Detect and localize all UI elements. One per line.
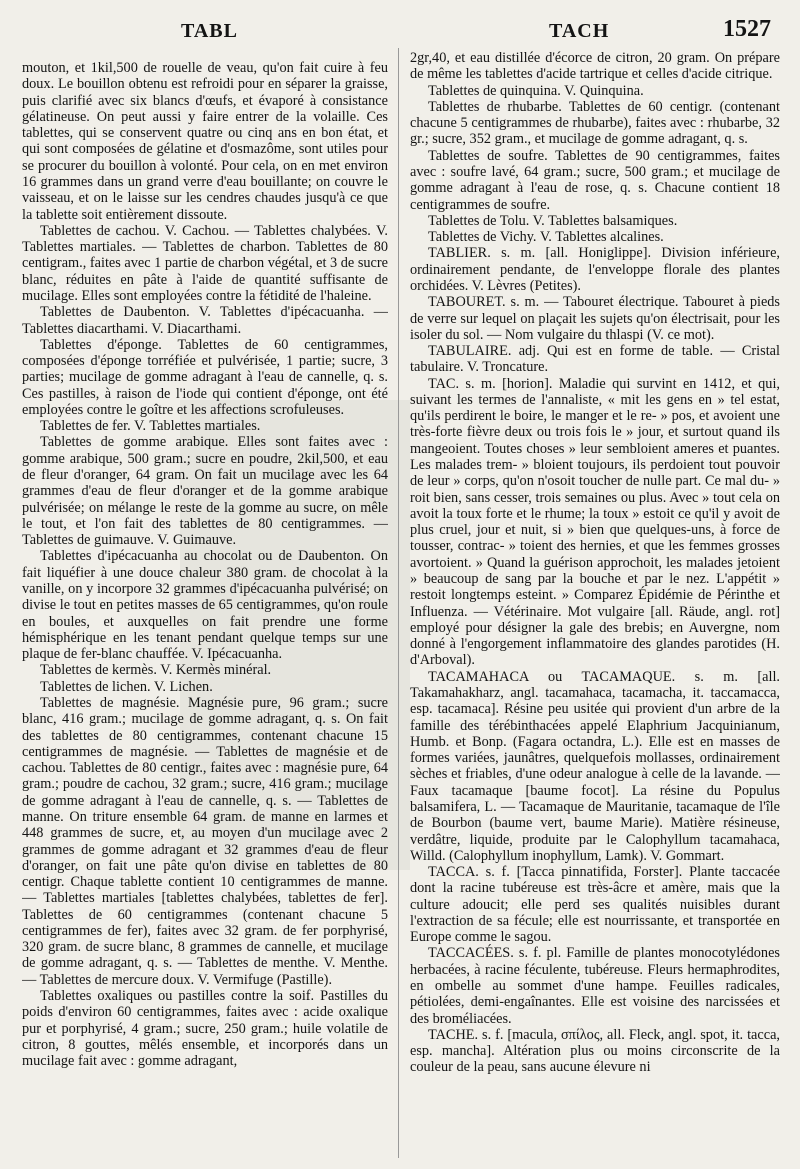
- entry-paragraph: 2gr,40, et eau distillée d'écorce de citron, 20 gram. On prépare de même les tablettes d'acide tartrique et celles d'acide citrique.: [410, 50, 780, 83]
- entry-paragraph: Tablettes de cachou. V. Cachou. — Tablettes chalybées. V. Tablettes martiales. — Tablettes de charbon. Tablettes de 80 centigram., faites avec 1 partie de charbon végétal, et 3 de sucre blanc, réduites en pâte à l'aide de quantité suffisante de mucilage. Elles sont employées contre la fétidité de l'haleine.: [22, 222, 388, 304]
- entry-paragraph: Tablettes de rhubarbe. Tablettes de 60 centigr. (contenant chacune 5 centigrammes de rhubarbe), faites avec : rhubarbe, 32 gr.; sucre, 352 gram., et mucilage de gomme adragant, q. s.: [410, 98, 780, 148]
- running-head-left: TABL: [181, 20, 238, 42]
- entry-paragraph: Tablettes de soufre. Tablettes de 90 centigrammes, faites avec : soufre lavé, 64 gram.; sucre, 500 gram.; et mucilage de gomme adragant à l'eau de rose, q. s. Chacune contient 18 centigrammes de soufre.: [410, 147, 780, 213]
- entry-paragraph: Tablettes de magnésie. Magnésie pure, 96 gram.; sucre blanc, 416 gram.; mucilage de gomme adragant, q. s. On fait des tablettes de 80 centigrammes, contenant chacune 15 centigrammes de magnésie. — Tablettes de magnésie et de cachou. Tablettes de 80 centigr., faites avec : magnésie pure, 64 gram.; poudre de cachou, 32 gram.; sucre, 416 gram.; mucilage de gomme adragant à l'eau de cannelle, q. s. — Tablettes de manne. On triture ensemble 64 gram. de manne en larmes et 448 grammes de sucre, et, au moyen d'un mucilage avec 2 grammes de gomme adragant et 32 grammes d'eau de fleur d'oranger, on fait une pâte qu'on divise en tablettes de 80 centigr. Chaque tablette contient 10 centigrammes de manne. — Tablettes martiales [tablettes chalybées, tablettes de fer]. Tablettes de 60 centigrammes (contenant chacune 5 centigrammes de fer), faites avec 32 gram. de fer porphyrisé, 320 gram. de sucre blanc, 8 grammes de cannelle, et mucilage de gomme adragant, q. s. — Tablettes de menthe. V. Menthe. — Tablettes de mercure doux. V. Vermifuge (Pastille).: [22, 694, 388, 988]
- running-head-right: TACH: [549, 20, 610, 42]
- entry-paragraph: Tablettes de gomme arabique. Elles sont faites avec : gomme arabique, 500 gram.; sucre en poudre, 2kil,500, et eau de fleur d'oranger, 64 gram. On fait un mucilage avec les 64 grammes d'eau de fleur d'oranger et de la gomme arabique pulvérisée; on mélange le reste de la gomme au sucre, on mêle le tout, et l'on fait des tablettes de 80 centigrammes. — Tablettes de guimauve. V. Guimauve.: [22, 434, 388, 549]
- entry-paragraph: Tablettes d'ipécacuanha au chocolat ou de Daubenton. On fait liquéfier à une douce chaleur 380 gram. de chocolat à la vanille, on y incorpore 32 grammes d'ipécacuanha pulvérisé; on divise le tout en petites masses de 65 centigrammes, qu'on roule en boules, et auxquelles on fait prendre une forme hémisphérique en les tenant pendant quelque temps sur une plaque de fer-blanc chauffée. V. Ipécacuanha.: [22, 548, 388, 663]
- entry-tabulaire: TABULAIRE. adj. Qui est en forme de table. — Cristal tabulaire. V. Troncature.: [410, 343, 780, 376]
- page-number: 1527: [723, 16, 771, 42]
- entry-tac: TAC. s. m. [horion]. Maladie qui survint en 1412, et qui, suivant les termes de l'annaliste, « mit les gens en » tel estat, qu'ils perdirent le boire, le manger et le re- » pos, et avoient une très-forte fièvre deux ou trois fois le » jour, et surtout quand ils mangeoient. Toutes choses » leur sembloient ameres et puantes. Les malades trem- » bloient toujours, ils perdoient tout pouvoir de leur » corps, qu'on n'osoit toucher de nulle part. Ce mal du- » roit bien, sans cesser, trois semaines ou plus. Avec » tout cela on avoit la toux forte et le rhume; la toux » estoit ce qu'il y avoit de plus cruel, jour et nuit, si » bien que quelques-uns, à force de tousser, contrac- » toient des hernies, et que les femmes grosses avortoient. » Quand la guérison approchoit, les malades jetoient » beaucoup de sang par la bouche et par le nez. L'appétit » restoit longtemps esteint. » Comparez Épidémie de Périnthe et Influenza. — Vétérinaire. Mot vulgaire [all. Räude, angl. rot] employé pour désigner la gale des brebis; en Auvergne, nom donné à l'engorgement inflammatoire des glandes parotides (H. d'Arboval).: [410, 375, 780, 669]
- entry-paragraph: Tablettes de Daubenton. V. Tablettes d'ipécacuanha. — Tablettes diacarthami. V. Diacarthami.: [22, 304, 388, 337]
- entry-paragraph: Tablettes de lichen. V. Lichen.: [40, 678, 213, 695]
- entry-tacca: TACCA. s. f. [Tacca pinnatifida, Forster]. Plante taccacée dont la racine tubéreuse est très-âcre et amère, mais que la culture adoucit; elle perd ses qualités nuisibles durant l'extraction de sa fécule; elle est nourrissante, et transportée en Europe comme le sagou.: [410, 864, 780, 946]
- entry-paragraph: Tablettes d'éponge. Tablettes de 60 centigrammes, composées d'éponge torréfiée et pulvérisée, 1 partie; sucre, 3 parties; mucilage de gomme adragant à l'eau de cannelle, q. s. Ces pastilles, à raison de l'iode qui contient d'éponge, ont été employées contre le goître et les affections scrofuleuses.: [22, 336, 388, 418]
- column-divider: [398, 48, 399, 1158]
- entry-paragraph: Tablettes de fer. V. Tablettes martiales.: [40, 418, 261, 435]
- entry-tablier: TABLIER. s. m. [all. Honiglippe]. Division inférieure, ordinairement pendante, de l'enveloppe florale des plantes orchidées. V. Lèvres (Petites).: [410, 245, 780, 294]
- left-column: [22, 60, 388, 1164]
- entry-paragraph: Tablettes oxaliques ou pastilles contre la soif. Pastilles du poids d'environ 60 centigrammes, faites avec : acide oxalique pur et porphyrisé, 4 gram.; sucre, 250 gram.; huile volatile de citron, 8 gouttes, mêlés ensemble, et incorporés dans un mucilage fait avec : gomme adragant,: [22, 988, 388, 1070]
- right-column: [410, 50, 780, 1154]
- entry-paragraph: mouton, et 1kil,500 de rouelle de veau, qu'on fait cuire à feu doux. Le bouillon obtenu est refroidi pour en séparer la graisse, puis clarifié avec six blancs d'œufs, et évaporé à consistance gélatineuse. On peut aussi y faire entrer de la volaille. Ces tablettes, qui se conservent quatre ou cinq ans en bon état, et qui sont composées de gélatine et d'osmazôme, sont utiles pour se procurer du bouillon à volonté. Pour cela, on en met environ 16 grammes dans un grand verre d'eau bouillante; on couvre le vaisseau, et on le laisse sur les cendres chaudes jusqu'à ce que la tablette soit entièrement dissoute.: [22, 60, 388, 223]
- entry-tabouret: TABOURET. s. m. — Tabouret électrique. Tabouret à pieds de verre sur lequel on plaçait les sujets qu'on électrisait, pour les isoler du sol. — Nom vulgaire du thlaspi (V. ce mot).: [410, 294, 780, 343]
- entry-paragraph: Tablettes de quinquina. V. Quinquina.: [428, 82, 644, 99]
- entry-paragraph: Tablettes de Vichy. V. Tablettes alcalines.: [428, 229, 664, 246]
- entry-paragraph: Tablettes de Tolu. V. Tablettes balsamiques.: [428, 212, 678, 229]
- entry-tache: TACHE. s. f. [macula, σπίλος, all. Fleck, angl. spot, it. tacca, esp. mancha]. Altération plus ou moins circonscrite de la couleur de la peau, sans aucune élevure ni: [410, 1026, 780, 1076]
- entry-taccacees: TACCACÉES. s. f. pl. Famille de plantes monocotylédones herbacées, à racine féculente, tubéreuse. Fleurs hermaphrodites, en ombelle au sommet d'une hampe. Feuilles radicales, pétiolées, demi-engaînantes. Elle est voisine des narcissées et des broméliacées.: [410, 945, 780, 1027]
- entry-tacamahaca: TACAMAHACA ou TACAMAQUE. s. m. [all. Takamahakharz, angl. tacamahaca, tacamacha, it. taccamacca, esp. tacamaca]. Résine peu usitée qui provient d'un arbre de la famille des térébinthacées appelé Elaphrium Jacquinianum, Humb. et Bonp. (Fagara octandra, L.). Elle est en masses de formes variées, jaunâtres, quelquefois mollasses, ordinairement sèches et friables, d'une odeur analogue à celle de la lavande. — Faux tacamaque [baume focot]. La résine du Populus balsamifera, L. — Tacamaque de Mauritanie, tacamaque de l'île de Bourbon (baume vert, baume Marie). Matière résineuse, verdâtre, liquide, produite par le Calophyllum tacamahaca, Willd. (Calophyllum inophyllum, Lamk). V. Gommart.: [410, 668, 780, 864]
- entry-paragraph: Tablettes de kermès. V. Kermès minéral.: [40, 662, 272, 679]
